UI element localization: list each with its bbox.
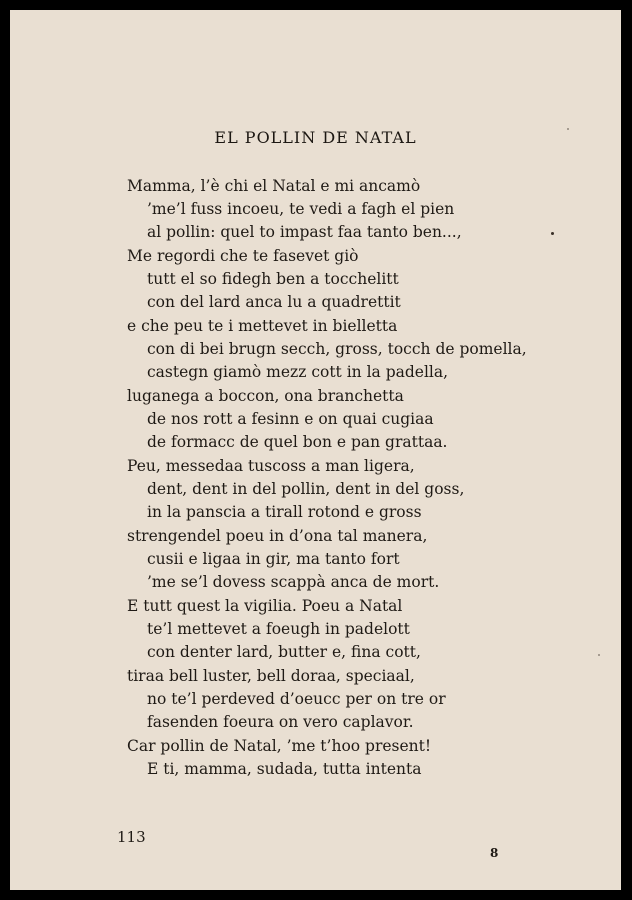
poem-line: al pollin: quel to impast faa tanto ben..., (147, 223, 462, 241)
page-number: 113 (117, 828, 146, 846)
poem-line: tutt el so fidegh ben a tocchelitt (147, 270, 399, 288)
poem-line: de formacc de quel bon e pan grattaa. (147, 433, 448, 451)
poem-line: luganega a boccon, ona branchetta (127, 387, 404, 405)
poem-line: E ti, mamma, sudada, tutta intenta (147, 760, 422, 778)
poem-line: te’l mettevet a foeugh in padelott (147, 620, 410, 638)
poem-line: ’me se’l dovess scappà anca de mort. (147, 573, 440, 591)
poem-line: no te’l perdeved d’oeucc per on tre or (147, 690, 446, 708)
poem-line: E tutt quest la vigilia. Poeu a Natal (127, 597, 403, 615)
poem-line: fasenden foeura on vero caplavor. (147, 713, 414, 731)
book-page (10, 10, 621, 890)
poem-line: Me regordi che te fasevet giò (127, 247, 359, 265)
poem-line: con del lard anca lu a quadrettit (147, 293, 401, 311)
signature-mark: 8 (490, 846, 499, 860)
paper-speck (598, 654, 600, 656)
poem-line: Car pollin de Natal, ’me t’hoo present! (127, 737, 432, 755)
poem-line: e che peu te i mettevet in bielletta (127, 317, 398, 335)
poem-line: castegn giamò mezz cott in la padella, (147, 363, 449, 381)
poem-line: Mamma, l’è chi el Natal e mi ancamò (127, 177, 421, 195)
poem-title: EL POLLIN DE NATAL (214, 128, 417, 147)
poem-line: cusii e ligaa in gir, ma tanto fort (147, 550, 400, 568)
poem-line: tiraa bell luster, bell doraa, speciaal, (127, 667, 415, 685)
paper-speck (567, 128, 569, 130)
poem-line: dent, dent in del pollin, dent in del goss, (147, 480, 465, 498)
poem-line: ’me’l fuss incoeu, te vedi a fagh el pien (147, 200, 455, 218)
poem-line: de nos rott a fesinn e on quai cugiaa (147, 410, 434, 428)
poem-line: Peu, messedaa tuscoss a man ligera, (127, 457, 415, 475)
paper-speck (551, 232, 554, 235)
poem-line: strengendel poeu in d’ona tal manera, (127, 527, 428, 545)
poem-line: con denter lard, butter e, fina cott, (147, 643, 421, 661)
poem-line: in la panscia a tirall rotond e gross (147, 503, 422, 521)
poem-line: con di bei brugn secch, gross, tocch de pomella, (147, 340, 527, 358)
